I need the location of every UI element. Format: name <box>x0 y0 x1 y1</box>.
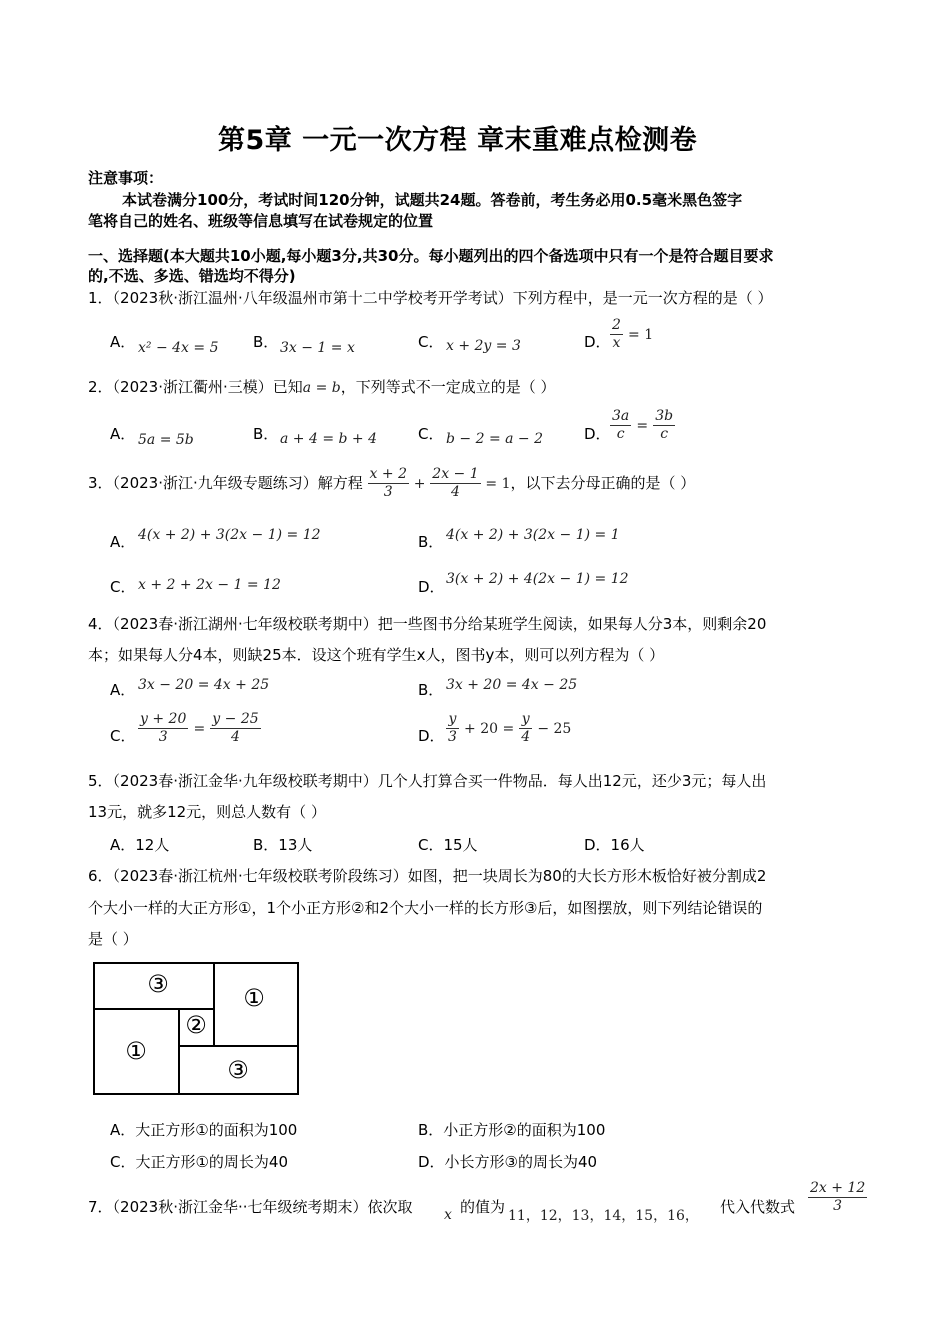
q2-option-a-math: 5a = 5b <box>138 432 194 448</box>
label-square-2: ② <box>185 1011 207 1039</box>
q7-x: x <box>444 1207 452 1223</box>
q7-stem: 7．（2023秋·浙江金华··七年级统考期末）依次取 <box>88 1198 413 1216</box>
label-square-1-right: ① <box>243 984 265 1012</box>
notice-line-2: 笔将自己的姓名、班级等信息填写在试卷规定的位置 <box>88 212 434 230</box>
q5-stem-line-2: 13元，就多12元，则总人数有（ ） <box>88 803 326 821</box>
q5-option-c: C．15人 <box>418 836 478 854</box>
q6-figure <box>93 962 299 1095</box>
q2-option-c-math: b − 2 = a − 2 <box>446 431 544 447</box>
q1-option-c-label: C． <box>418 333 444 351</box>
label-rect-3-bottom: ③ <box>227 1056 249 1084</box>
q2-stem: 2．（2023·浙江衢州·三模）已知a = b，下列等式不一定成立的是（ ） <box>88 378 556 396</box>
q3-option-d-label: D． <box>418 578 445 596</box>
q5-option-d: D．16人 <box>584 836 645 854</box>
q4-option-a-math: 3x − 20 = 4x + 25 <box>138 677 270 693</box>
q1-option-d-label: D． <box>584 333 611 351</box>
label-square-1-left: ① <box>125 1037 147 1065</box>
q6-stem-line-2: 个大小一样的大正方形①，1个小正方形②和2个大小一样的长方形③后，如图摆放，则下列结论错误的 <box>88 899 763 917</box>
q1-option-b-math: 3x − 1 = x <box>280 340 355 356</box>
q2-option-d-label: D． <box>584 425 611 443</box>
q4-option-a-label: A． <box>110 681 136 699</box>
q3-option-a-label: A． <box>110 533 136 551</box>
section-1-header-line-2: 的,不选、多选、错选均不得分) <box>88 267 296 285</box>
notice-heading: 注意事项： <box>88 169 164 187</box>
q4-option-b-math: 3x + 20 = 4x − 25 <box>446 677 578 693</box>
q3-option-d-math: 3(x + 2) + 4(2x − 1) = 12 <box>446 571 629 587</box>
q1-stem: 1．（2023秋·浙江温州·八年级温州市第十二中学校考开学考试）下列方程中，是一元一次方程的是（ ） <box>88 289 773 307</box>
q1-option-c-math: x + 2y = 3 <box>446 338 521 354</box>
q2-option-c-label: C． <box>418 425 444 443</box>
q1-option-a-label: A． <box>110 333 136 351</box>
q2-option-b-label: B． <box>253 425 279 443</box>
q1-option-b-label: B． <box>253 333 279 351</box>
q6-option-a: A．大正方形①的面积为100 <box>110 1121 298 1139</box>
q4-option-c-math: $\frac{y + 20}{3}$ = $\frac{y - 25}{4}$ <box>140 711 259 745</box>
q2-option-b-math: a + 4 = b + 4 <box>280 431 378 447</box>
q1-d-fraction: $\frac{2}{x}$ <box>612 317 621 351</box>
q7-stem-b: 的值为 <box>460 1198 506 1216</box>
q4-stem-line-1: 4．（2023春·浙江湖州·七年级校联考期中）把一些图书分给某班学生阅读，如果每人分3本，则剩余20 <box>88 615 767 633</box>
q4-option-b-label: B． <box>418 681 444 699</box>
q5-stem-line-1: 5．（2023春·浙江金华·九年级校联考期中）几个人打算合买一件物品．每人出12元，还少3元；每人出 <box>88 772 767 790</box>
q3-option-b-label: B． <box>418 533 444 551</box>
q2-option-a-label: A． <box>110 425 136 443</box>
notice-line-1: 本试卷满分100分，考试时间120分钟，试题共24题。答卷前，考生务必用0.5毫米黑色签字 <box>122 191 743 209</box>
q3-stem: 3．（2023·浙江·九年级专题练习）解方程 $\frac{x + 2}{3}$ + $\frac{2x - 1}{4}$ = 1，以下去分母正确的是（ ） <box>88 466 696 500</box>
q3-option-c-math: x + 2 + 2x − 1 = 12 <box>138 577 281 593</box>
q6-stem-line-1: 6．（2023春·浙江杭州·七年级校联考阶段练习）如图，把一块周长为80的大长方形木板恰好被分割成2 <box>88 867 767 885</box>
q3-option-b-math: 4(x + 2) + 3(2x − 1) = 1 <box>446 527 620 543</box>
q1-option-a-math: x² − 4x = 5 <box>138 340 219 356</box>
q7-values: 11，12，13，14，15，16， <box>508 1208 699 1224</box>
q3-option-c-label: C． <box>110 578 136 596</box>
q3-option-a-math: 4(x + 2) + 3(2x − 1) = 12 <box>138 527 321 543</box>
q6-option-d: D．小长方形③的周长为40 <box>418 1153 598 1171</box>
page-title: 第5章 一元一次方程 章末重难点检测卷 <box>218 125 698 156</box>
q5-option-a: A．12人 <box>110 836 170 854</box>
section-1-header-line-1: 一、选择题(本大题共10小题,每小题3分,共30分。每小题列出的四个备选项中只有一个是符合题目要求 <box>88 247 774 265</box>
q1-option-d-math: $\frac{2}{x}$ = 1 <box>612 317 654 351</box>
q6-stem-line-3: 是（ ） <box>88 930 138 948</box>
q2-option-d-math: $\frac{3a}{c}$ = $\frac{3b}{c}$ <box>612 408 674 442</box>
q4-option-d-label: D． <box>418 727 445 745</box>
q4-option-d-math: $\frac{y}{3}$ + 20 = $\frac{y}{4}$ − 25 <box>448 711 572 745</box>
q6-option-b: B．小正方形②的面积为100 <box>418 1121 606 1139</box>
q4-option-c-label: C． <box>110 727 136 745</box>
q7-stem-c: 代入代数式 <box>720 1198 796 1216</box>
label-rect-3-top: ③ <box>147 970 169 998</box>
q6-option-c: C．大正方形①的周长为40 <box>110 1153 289 1171</box>
q5-option-b: B．13人 <box>253 836 313 854</box>
q7-fraction: $\frac{2x + 12}{3}$ <box>810 1180 866 1214</box>
q4-stem-line-2: 本；如果每人分4本，则缺25本．设这个班有学生x人，图书y本，则可以列方程为（ ） <box>88 646 665 664</box>
